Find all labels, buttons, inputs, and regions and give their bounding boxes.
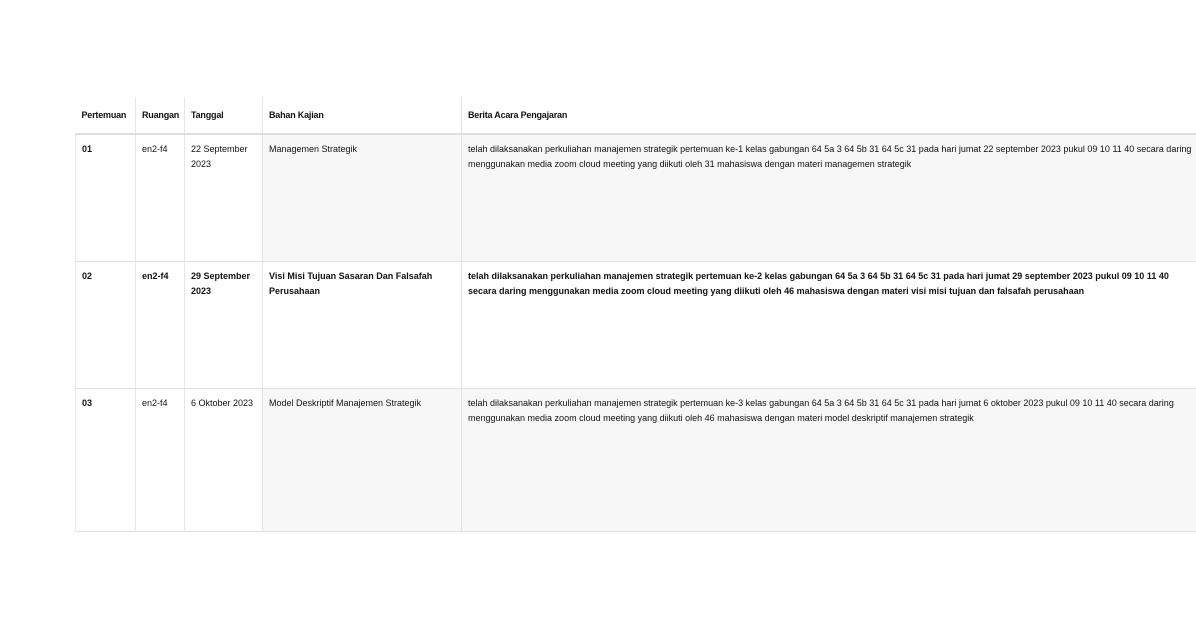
berita-acara-table [75,97,1196,532]
cell-tanggal: 29 September 2023 [185,261,263,388]
table-row [76,134,1196,261]
cell-bahan-kajian: Managemen Strategik [263,134,462,261]
header-tanggal: Tanggal [185,97,263,134]
cell-tanggal: 22 September 2023 [185,134,263,261]
table-row [76,261,1196,388]
table-header-row [76,97,1196,134]
cell-bahan-kajian: Visi Misi Tujuan Sasaran Dan Falsafah Perusahaan [263,261,462,388]
cell-berita-acara: telah dilaksanakan perkuliahan manajemen strategik pertemuan ke-3 kelas gabungan 64 5a 3 64 5b 31 64 5c 31 pada hari jumat 6 oktober 2023 pukul 09 10 11 40 secara daring menggunakan media zoom cloud meeting yang diikuti oleh 46 mahasiswa dengan materi model deskriptif manajemen strategik [462,388,1196,531]
header-ruangan: Ruangan [136,97,185,134]
cell-berita-acara: telah dilaksanakan perkuliahan manajemen strategik pertemuan ke-2 kelas gabungan 64 5a 3 64 5b 31 64 5c 31 pada hari jumat 29 september 2023 pukul 09 10 11 40 secara daring menggunakan media zoom cloud meeting yang diikuti oleh 46 mahasiswa dengan materi visi misi tujuan dan falsafah perusahaan [462,261,1196,388]
cell-ruangan: en2-f4 [136,388,185,531]
cell-ruangan: en2-f4 [136,134,185,261]
cell-pertemuan: 03 [76,388,136,531]
cell-pertemuan: 02 [76,261,136,388]
cell-berita-acara: telah dilaksanakan perkuliahan manajemen strategik pertemuan ke-1 kelas gabungan 64 5a 3 64 5b 31 64 5c 31 pada hari jumat 22 september 2023 pukul 09 10 11 40 secara daring menggunakan media zoom cloud meeting yang diikuti oleh 31 mahasiswa dengan materi managemen strategik [462,134,1196,261]
cell-bahan-kajian: Model Deskriptif Manajemen Strategik [263,388,462,531]
header-pertemuan: Pertemuan [76,97,136,134]
header-berita-acara: Berita Acara Pengajaran [462,97,1196,134]
cell-ruangan: en2-f4 [136,261,185,388]
cell-pertemuan: 01 [76,134,136,261]
header-bahan-kajian: Bahan Kajian [263,97,462,134]
table-container [75,97,1192,532]
table-row [76,388,1196,531]
cell-tanggal: 6 Oktober 2023 [185,388,263,531]
